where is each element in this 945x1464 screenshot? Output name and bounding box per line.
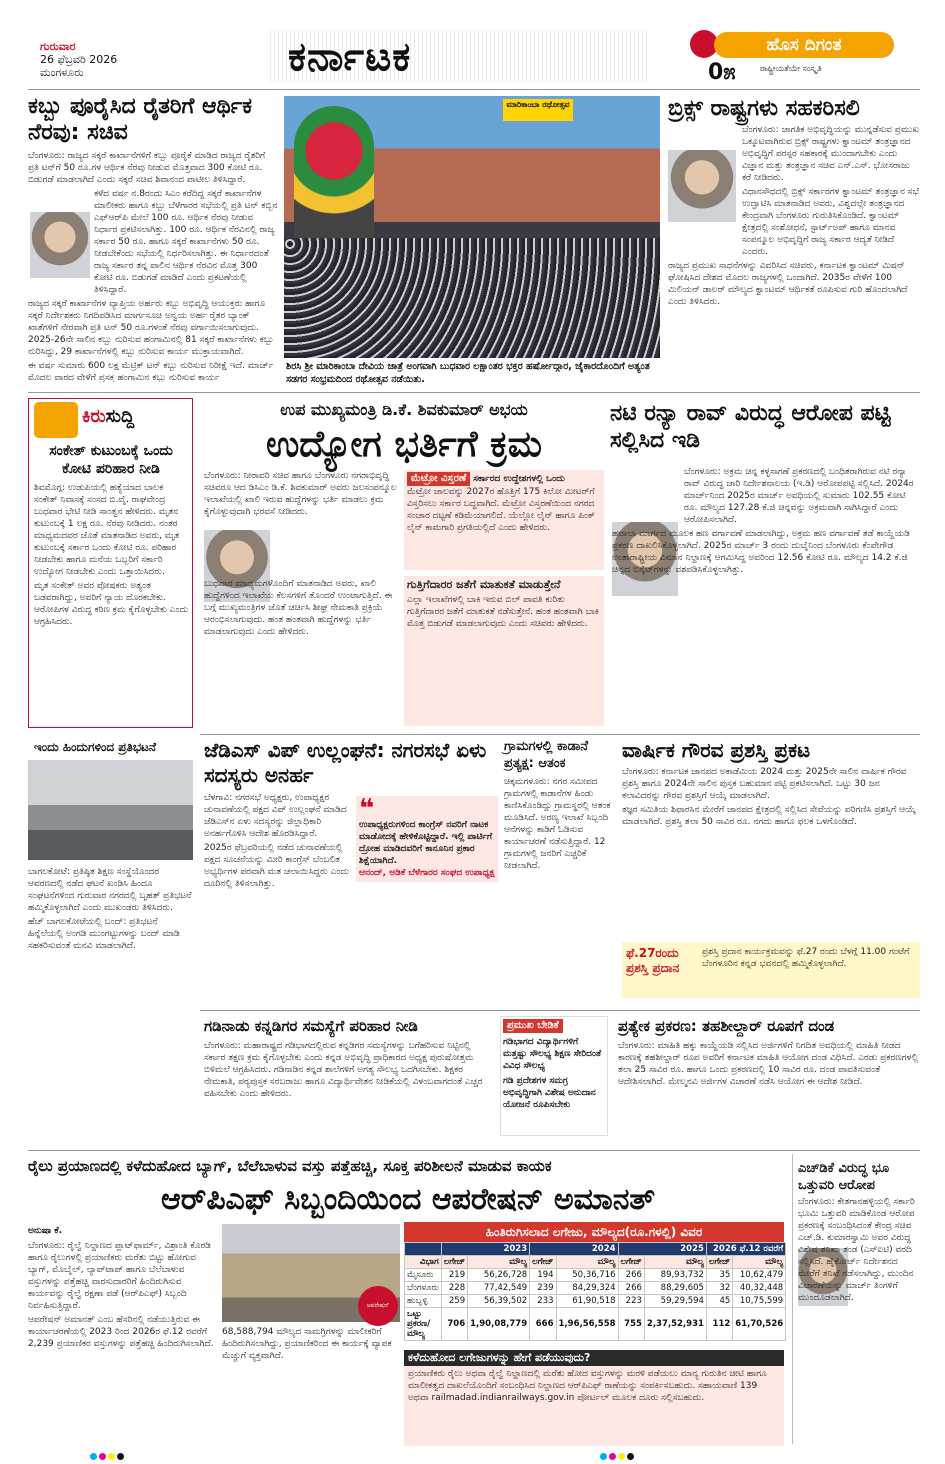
village-body: ಚಿಕ್ಕಮಗಳೂರು: ನಗರ ಸಮೀಪದ ಗ್ರಾಮಗಳಲ್ಲಿ ಕಾಡಾನೆಗಳ ಹಿಂಡು ಕಾಣಿಸಿಕೊಂಡಿದ್ದು ಗ್ರಾಮಸ್ಥರಲ್ಲಿ ಆತಂಕ ಮೂಡಿಸಿದೆ. ಅರಣ್ಯ ಇಲಾಖೆ ಸಿಬ್ಬಂದಿ ಆನೆಗಳನ್ನು ಕಾಡಿಗೆ ಓಡಿಸುವ ಕಾರ್ಯಾಚರಣೆ ನಡೆಸುತ್ತಿದ್ದಾರೆ. 12 ಗ್ರಾಮಗಳಲ್ಲಿ ಜನರಿಗೆ ಎಚ್ಚರಿಕೆ ನೀಡಲಾಗಿದೆ. — [504, 777, 611, 871]
table-cell: 2,37,52,931 — [644, 1308, 706, 1341]
jds-para: 2025ರ ಫೆಬ್ರವರಿಯಲ್ಲಿ ನಡೆದ ಚುನಾವಣೆಯಲ್ಲಿ ಪಕ್ಷದ ಸೂಚನೆಯನ್ನು ಮೀರಿ ಕಾಂಗ್ರೆಸ್ ಬೆಂಬಲಿತ ಅಭ್ಯರ್ಥಿಗಳ ಪರವಾಗಿ ಮತ ಚಲಾಯಿಸಿದ್ದರು ಎಂದು ದೂರಿನಲ್ಲಿ ತಿಳಿಸಲಾಗಿತ್ತು. — [204, 843, 350, 889]
top-rule — [28, 89, 920, 90]
dks-body — [204, 470, 398, 728]
sugar-headline: ಕಬ್ಬು ಪೂರೈಸಿದ ರೈತರಿಗೆ ಆರ್ಥಿಕ ನೆರವು: ಸಚಿವ — [28, 94, 252, 145]
luggage-table — [404, 1242, 786, 1341]
table-cell: 755 — [618, 1308, 644, 1341]
page-number: 0೫ — [708, 60, 736, 85]
table-cell: 45 — [706, 1295, 732, 1308]
table-cell: 1,90,08,779 — [468, 1308, 530, 1341]
table-cell: 259 — [441, 1295, 467, 1308]
sugar-para: ರಾಜ್ಯದ ಸಕ್ಕರೆ ಕಾರ್ಖಾನೆಗಳ ವ್ಯಾಪ್ತಿಯ ಅರ್ಹರು ಕಬ್ಬು ಅಭಿವೃದ್ಧಿ ಆಯುಕ್ತರು ಹಾಗೂ ಸಕ್ಕರೆ ನಿರ್ದೇಶಕರು ನಿಗದಿಪಡಿಸಿದ ಮಾರ್ಗಸೂಚಿ ಅನ್ವಯ ಅರ್ಹ ರೈತರ ಬ್ಯಾಂಕ್ ಖಾತೆಗಳಿಗೆ ನೇರವಾಗಿ ಪ್ರತಿ ಟನ್ 50 ರೂ.ಗಳಂತೆ ನೆರವು ವರ್ಗಾಯಿಸಲಾಗುವುದು. 2025-26ನೇ ಸಾಲಿನ ಕಬ್ಬು ನುರಿಸುವ ಹಂಗಾಮಿನಲ್ಲಿ 81 ಸಕ್ಕರೆ ಕಾರ್ಖಾನೆಗಳು ಕಬ್ಬು ನುರಿಸಿದ್ದು, 29 ಕಾರ್ಖಾನೆಗಳಲ್ಲಿ ಕಬ್ಬು ನುರಿಸುವ ಕಾರ್ಯ ಮುಕ್ತಾಯವಾಗಿದೆ. — [28, 299, 274, 357]
kirusuddi-para: ಶಿವಮೊಗ್ಗ: ಉಡುಪಿಯಲ್ಲಿ ಹತ್ಯೆಯಾದ ಬಾಲಕ ಸಂಕೇತ್ ನಿವಾಸಕ್ಕೆ ಸಂಸದ ಬಿ.ವೈ. ರಾಘವೇಂದ್ರ ಬುಧವಾರ ಭೇಟಿ ನೀಡಿ ಸಾಂತ್ವನ ಹೇಳಿದರು. ಮೃತನ ಕುಟುಂಬಕ್ಕೆ 1 ಲಕ್ಷ ರೂ. ನೆರವು ನೀಡಿದರು. ನಂತರ ಮಾಧ್ಯಮದವರ ಜೊತೆ ಮಾತನಾಡಿದ ಅವರು, ಮೃತ ಕುಟುಂಬಕ್ಕೆ ಸರ್ಕಾರ ಒಂದು ಕೋಟಿ ರೂ. ಪರಿಹಾರ ನೀಡಬೇಕು ಹಾಗೂ ಮನೆಯ ಒಬ್ಬರಿಗೆ ಸರ್ಕಾರಿ ಉದ್ಯೋಗ ನೀಡಬೇಕು ಎಂದು ಒತ್ತಾಯಿಸಿದರು. — [34, 483, 180, 577]
how-to-question: ಕಳೆದುಹೋದ ಲಗೇಜುಗಳನ್ನು ಹೇಗೆ ಪಡೆಯುವುದು? — [404, 1350, 784, 1366]
jds-headline: ಜೆಡಿಎಸ್ ವಿಪ್ ಉಲ್ಲಂಘನೆ: ನಗರಸಭೆ ಏಳು ಸದಸ್ಯರು ಅನರ್ಹ — [204, 738, 487, 787]
rpf-kicker: ರೈಲು ಪ್ರಯಾಣದಲ್ಲಿ ಕಳೆದುಹೋದ ಬ್ಯಾಗ್, ಬೆಲೆಬಾಳುವ ವಸ್ತು ಪತ್ತೆಹಚ್ಚಿ, ಸೂಕ್ತ ಪರಿಶೀಲನೆ ಮಾಡುವ ಕಾಯಕ — [28, 1157, 552, 1175]
table-cell: 50,36,716 — [556, 1269, 618, 1282]
rule — [200, 1010, 920, 1011]
table-cell: ಬೆಂಗಳೂರು — [405, 1282, 442, 1295]
year-cell: 2024 — [530, 1243, 618, 1256]
brics-headline: ಬ್ರಿಕ್ಸ್ ರಾಷ್ಟ್ರಗಳು ಸಹಕರಿಸಲಿ — [668, 96, 860, 121]
hand-icon — [34, 402, 78, 438]
table-cell: 61,70,526 — [733, 1308, 786, 1341]
rpf-para: ಆಪರೇಷನ್ ಅಮಾನತ್ ಎಂಬ ಹೆಸರಿನಲ್ಲಿ ನಡೆಯುತ್ತಿರುವ ಈ ಕಾರ್ಯಾಚರಣೆಯಲ್ಲಿ 2023 ರಿಂದ 2026ರ ಫೆ.12 ರವರೆಗೆ 2,239 ಪ್ರಯಾಣಿಕರ ವಸ್ತುಗಳನ್ನು ಪತ್ತೆಹಚ್ಚಿ ಹಿಂದಿರುಗಿಸಲಾಗಿದೆ. — [28, 1315, 214, 1349]
luggage-table-wrap — [404, 1242, 784, 1341]
rule — [28, 1150, 920, 1151]
kirusuddi-headline: ಸಂಕೇತ್ ಕುಟುಂಬಕ್ಕೆ ಒಂದು ಕೋಟಿ ಪರಿಹಾರ ನೀಡಿ — [49, 443, 173, 477]
demand-1: ಗಡಿಭಾಗದ ವಿದ್ಯಾರ್ಥಿಗಳಿಗೆ ಮತ್ತಷ್ಟು ಸೌಲಭ್ಯ ಶಿಕ್ಷಣ ಸೇರಿದಂತೆ ವಿವಿಧ ಸೌಲಭ್ಯ — [503, 1037, 602, 1071]
subheader-cell: ಲಗೇಜ್ — [706, 1256, 732, 1269]
subheader-row — [405, 1256, 786, 1269]
award-date-body: ಪ್ರಶಸ್ತಿ ಪ್ರದಾನ ಕಾರ್ಯಕ್ರಮವನ್ನು ಫೆ.27 ರಂದು ಬೆಳಗ್ಗೆ 11.00 ಗಂಟೆಗೆ ಬೆಂಗಳೂರಿನ ಕನ್ನಡ ಭವನದಲ್ಲಿ ಹಮ್ಮಿಕೊಳ್ಳಲಾಗಿದೆ. — [702, 947, 910, 969]
award-headline: ವಾರ್ಷಿಕ ಗೌರವ ಪ್ರಶಸ್ತಿ ಪ್ರಕಟ — [622, 738, 811, 762]
kirusuddi-title — [82, 406, 134, 427]
award-para: ಬೆಂಗಳೂರು: ಕರ್ನಾಟಕ ಜಾನಪದ ಅಕಾಡೆಮಿಯ 2024 ಮತ್ತು 2025ನೇ ಸಾಲಿನ ವಾರ್ಷಿಕ ಗೌರವ ಪ್ರಶಸ್ತಿ ಹಾಗೂ 2024ನೇ ಸಾಲಿನ ಪುಸ್ತಕ ಬಹುಮಾನ ಪಟ್ಟಿ ಪ್ರಕಟಿಸಲಾಗಿದೆ. ಒಟ್ಟು 30 ಜನ ಕಲಾವಿದರನ್ನು ಗೌರವ ಪ್ರಶಸ್ತಿಗೆ ಆಯ್ಕೆ ಮಾಡಲಾಗಿದೆ. — [622, 767, 907, 801]
award-date-label: ಫೆ.27ರಂದು ಪ್ರಶಸ್ತಿ ಪ್ರದಾನ — [626, 946, 680, 975]
table-body — [405, 1269, 786, 1341]
print-marks — [90, 1445, 126, 1453]
table-cell: 1,96,56,558 — [556, 1308, 618, 1341]
table-cell: 56,26,728 — [468, 1269, 530, 1282]
hdk-body: ಬೆಂಗಳೂರು: ಕೇತಗಾನಹಳ್ಳಿಯಲ್ಲಿ ಸರ್ಕಾರಿ ಭೂಮಿ ಒತ್ತುವರಿ ಮಾಡಿಕೊಂಡ ಆರೋಪ ಪ್ರಕರಣಕ್ಕೆ ಸಂಬಂಧಿಸಿದಂತೆ ಕೇಂದ್ರ ಸಚಿವ ಎಚ್.ಡಿ. ಕುಮಾರಸ್ವಾಮಿ ಅವರ ವಿರುದ್ಧ ವಿಶೇಷ ತನಿಖಾ ತಂಡ (ಎಸ್‌ಐಟಿ) ವರದಿ ಸಲ್ಲಿಸಿದೆ. ಹೈಕೋರ್ಟ್ ನಿರ್ದೇಶನದ ಮೇರೆಗೆ ತನಿಖೆ ನಡೆಸಲಾಗಿದ್ದು, ಮುಂದಿನ ವಿಚಾರಣೆಯನ್ನು ಮಾರ್ಚ್ ತಿಂಗಳಿಗೆ ಮುಂದೂಡಲಾಗಿದೆ. — [798, 1197, 915, 1303]
brand-tagline: ರಾಷ್ಟ್ರೀಯತೆಯೇ ಸಂಸ್ಕೃತಿ — [760, 64, 822, 73]
kirusuddi-para: ಮೃತ ಸಂಕೇತ್ ಅವರ ಪೋಷಕರು ಅತ್ಯಂತ ಬಡವರಾಗಿದ್ದು, ಅವರಿಗೆ ನ್ಯಾಯ ದೊರಕಬೇಕು. ಆರೋಪಿಗಳ ವಿರುದ್ಧ ಕಠಿಣ ಕ್ರಮ ಕೈಗೊಳ್ಳಬೇಕು ಎಂದು ಆಗ್ರಹಿಸಿದರು. — [34, 581, 189, 627]
table-row — [405, 1295, 786, 1308]
table-row — [405, 1269, 786, 1282]
table-cell: 35 — [706, 1269, 732, 1282]
table-cell: 219 — [441, 1269, 467, 1282]
table-cell: ಹುಬ್ಬಳ್ಳಿ — [405, 1295, 442, 1308]
year-row — [405, 1243, 786, 1256]
rpf-body-2: 68,588,794 ಮೌಲ್ಯದ ಸಾಮಗ್ರಿಗಳನ್ನು ಮಾಲೀಕರಿಗೆ ಹಿಂದಿರುಗಿಸಲಾಗಿದ್ದು, ಪ್ರಯಾಣಿಕರಿಂದ ಈ ಕಾರ್ಯಕ್ಕೆ ವ್ಯಾಪಕ ಮೆಚ್ಚುಗೆ ವ್ಯಕ್ತವಾಗಿದೆ. — [222, 1327, 392, 1361]
dks-para: ಬೆಂಗಳೂರು: ನೀರಾವರಿ ಸಚಿವ ಹಾಗೂ ಬೆಂಗಳೂರು ನಗರಾಭಿವೃದ್ಧಿ ಸಚಿವರೂ ಆದ ಡಿಸಿಎಂ ಡಿ.ಕೆ. ಶಿವಕುಮಾರ್ ಅವರು ಜಲಸಂಪನ್ಮೂಲ ಇಲಾಖೆಯಲ್ಲಿ ಖಾಲಿ ಇರುವ ಹುದ್ದೆಗಳನ್ನು ಭರ್ತಿ ಮಾಡಲು ಕ್ರಮ ಕೈಗೊಳ್ಳುವುದಾಗಿ ಭರವಸೆ ನೀಡಿದರು. — [204, 471, 397, 517]
table-cell: 266 — [618, 1269, 644, 1282]
year-cell: 2023 — [441, 1243, 529, 1256]
contractor-title: ಗುತ್ತಿಗೆದಾರರ ಜತೆಗೆ ಮಾತುಕತೆ ಮಾಡುತ್ತೇನೆ — [407, 578, 561, 591]
award-para: ತಜ್ಞರ ಸಮಿತಿಯ ಶಿಫಾರಸಿನ ಮೇರೆಗೆ ಜಾನಪದ ಕ್ಷೇತ್ರದಲ್ಲಿ ಸಲ್ಲಿಸಿದ ಸೇವೆಯನ್ನು ಪರಿಗಣಿಸಿ ಪ್ರಶಸ್ತಿಗೆ ಆಯ್ಕೆ ಮಾಡಲಾಗಿದೆ. ಪ್ರಶಸ್ತಿ ತಲಾ 50 ಸಾವಿರ ರೂ. ನಗದು ಹಾಗೂ ಫಲಕ ಒಳಗೊಂಡಿದೆ. — [622, 805, 916, 827]
photo-tag: ಮಾರಿಕಾಂಬಾ ರಥೋತ್ಸವ — [503, 99, 573, 121]
metro-title: ಸರ್ಕಾರದ ಉದ್ದೇಶಗಳಲ್ಲಿ ಒಂದು — [473, 474, 565, 484]
table-cell: ಒಟ್ಟು ಪ್ರಕರಣ/ಮೌಲ್ಯ — [405, 1308, 442, 1341]
village-headline: ಗ್ರಾಮಗಳಲ್ಲಿ ಕಾಡಾನೆ ಪ್ರತ್ಯಕ್ಷ: ಆತಂಕ — [504, 739, 589, 771]
table-cell: 84,29,324 — [556, 1282, 618, 1295]
protest-para: ಬಾಗಲಕೋಟೆ: ಪ್ರತಿಷ್ಠಿತ ಶಿಕ್ಷಣ ಸಂಸ್ಥೆಯೊಂದರ ಆವರಣದಲ್ಲಿ ನಡೆದ ಘಟನೆ ಖಂಡಿಸಿ ಹಿಂದೂ ಸಂಘಟನೆಗಳಿಂದ ಗುರುವಾರ ನಗರದಲ್ಲಿ ಬೃಹತ್ ಪ್ರತಿಭಟನೆ ಹಮ್ಮಿಕೊಳ್ಳಲಾಗಿದೆ ಎಂದು ಮುಖಂಡರು ತಿಳಿಸಿದರು. — [28, 867, 192, 913]
subheader-cell: ಮೌಲ್ಯ — [468, 1256, 530, 1269]
protest-para: ಹೆಚ್ ಬಾಗಲಕೋಟೆಯಲ್ಲಿ ಬಂದ್: ಪ್ರತಿಭಟನೆ ಹಿನ್ನೆಲೆಯಲ್ಲಿ ಅಂಗಡಿ ಮುಂಗಟ್ಟುಗಳನ್ನು ಬಂದ್ ಮಾಡಿ ಸಹಕರಿಸುವಂತೆ ಮನವಿ ಮಾಡಲಾಗಿದೆ. — [28, 917, 180, 951]
brics-body — [668, 124, 920, 382]
how-to-body: ಪ್ರಯಾಣಿಕರು ರೈಲು ಅಥವಾ ರೈಲ್ವೆ ನಿಲ್ದಾಣದಲ್ಲಿ ಮರೆತು ಹೋದ ವಸ್ತುಗಳನ್ನು ಮರಳಿ ಪಡೆಯಲು ಮಾನ್ಯ ಗುರುತಿನ ಚೀಟಿ ಹಾಗೂ ಮಾಲೀಕತ್ವದ ದಾಖಲೆಯೊಂದಿಗೆ ಸಂಬಂಧಿಸಿದ ನಿಲ್ದಾಣದ ಆರ್‌ಪಿಎಫ್ ಠಾಣೆಯನ್ನು ಸಂಪರ್ಕಿಸಬಹುದು. ಸಹಾಯವಾಣಿ 139 ಅಥವಾ railmadad.indianrailways.gov.in ಪೋರ್ಟಲ್ ಮೂಲಕ ದೂರು ಸಲ್ಲಿಸಬಹುದು. — [408, 1369, 767, 1403]
masthead-date: 26 ಫೆಬ್ರವರಿ 2026 — [40, 53, 118, 66]
subheader-cell: ಮೌಲ್ಯ — [733, 1256, 786, 1269]
metro-box — [404, 470, 604, 570]
rule — [200, 734, 920, 735]
table-cell: 228 — [441, 1282, 467, 1295]
brics-para: ರಾಜ್ಯದ ಪ್ರಮುಖ ಸಾಧನೆಗಳನ್ನು ವಿವರಿಸಿದ ಸಚಿವರು, ಕರ್ನಾಟಕ ಕ್ವಾಂಟಮ್ ಮಿಷನ್ ಘೋಷಿಸಿದ ದೇಶದ ಮೊದಲ ರಾಜ್ಯಗಳಲ್ಲಿ ಒಂದಾಗಿದೆ. 2035ರ ವೇಳೆಗೆ 100 ಮಿಲಿಯನ್ ಡಾಲರ್ ಮೌಲ್ಯದ ಕ್ವಾಂಟಮ್ ಆರ್ಥಿಕತೆ ರೂಪಿಸುವ ಗುರಿ ಹೊಂದಲಾಗಿದೆ ಎಂದು ತಿಳಿಸಿದರು. — [668, 261, 908, 307]
protest-body — [28, 866, 193, 1140]
chariot-shape — [294, 106, 374, 256]
year-cell: 2025 — [618, 1243, 706, 1256]
section-title-bar — [270, 30, 650, 82]
table-cell: ಮೈಸೂರು — [405, 1269, 442, 1282]
table-cell: 266 — [618, 1282, 644, 1295]
operation-badge: ಆಪರೇಷನ್ — [358, 1286, 398, 1326]
table-cell: 59,29,594 — [644, 1295, 706, 1308]
dks-kicker: ಉಪ ಮುಖ್ಯಮಂತ್ರಿ ಡಿ.ಕೆ. ಶಿವಕುಮಾರ್ ಅಭಯ — [280, 400, 528, 419]
ranya-para: ಹವಾಲಾ ಮಾರ್ಗದ ಮೂಲಕ ಹಣ ವರ್ಗಾವಣೆ ಮಾಡಲಾಗಿದ್ದು, ಅಕ್ರಮ ಹಣ ವರ್ಗಾವಣೆ ತಡೆ ಕಾಯ್ದೆಯಡಿ ಪ್ರಕರಣ ದಾಖಲಿಸಿಕೊಳ್ಳಲಾಗಿದೆ. 2025ರ ಮಾರ್ಚ್ 3 ರಂದು ದುಬೈನಿಂದ ಬೆಂಗಳೂರು ಕೆಂಪೇಗೌಡ ಅಂತಾರಾಷ್ಟ್ರೀಯ ವಿಮಾನ ನಿಲ್ದಾಣಕ್ಕೆ ಆಗಮಿಸಿದ್ದ ಅವರಿಂದ 12.56 ಕೋಟಿ ರೂ. ಮೌಲ್ಯದ 14.2 ಕೆ.ಜಿ ಚಿನ್ನದ ಬಿಸ್ಕೆಟ್‌ಗಳನ್ನು ವಶಪಡಿಸಿಕೊಳ್ಳಲಾಗಿತ್ತು. — [612, 529, 910, 575]
sugar-para: ಬೆಂಗಳೂರು: ರಾಜ್ಯದ ಸಕ್ಕರೆ ಕಾರ್ಖಾನೆಗಳಿಗೆ ಕಬ್ಬು ಪೂರೈಕೆ ಮಾಡಿದ ರಾಜ್ಯದ ರೈತರಿಗೆ ಪ್ರತಿ ಟನ್‌ಗೆ 50 ರೂ.ಗಳ ಆರ್ಥಿಕ ನೆರವು ನೀಡುವ ಮೊತ್ತವಾದ 300 ಕೋಟಿ ರೂ. ಬಿಡುಗಡೆ ಮಾಡಲಾಗಿದೆ ಎಂದು ಸಕ್ಕರೆ ಸಚಿವ ಶಿವಾನಂದ ಪಾಟೀಲ ತಿಳಿಸಿದ್ದಾರೆ. — [28, 151, 266, 185]
masthead-city: ಮಂಗಳೂರು — [40, 66, 84, 79]
table-cell: 666 — [530, 1308, 556, 1341]
jds-para: ಬೆಳಗಾವಿ: ನಗರಸಭೆ ಅಧ್ಯಕ್ಷರು, ಉಪಾಧ್ಯಕ್ಷರ ಚುನಾವಣೆಯಲ್ಲಿ ಪಕ್ಷದ ವಿಪ್ ಉಲ್ಲಂಘನೆ ಮಾಡಿದ ಜೆಡಿಎಸ್‌ನ ಏಳು ಸದಸ್ಯರನ್ನು ಜಿಲ್ಲಾಧಿಕಾರಿ ಅನರ್ಹಗೊಳಿಸಿ ಆದೇಶ ಹೊರಡಿಸಿದ್ದಾರೆ. — [204, 793, 347, 839]
subheader-cell: ಲಗೇಜ್ — [530, 1256, 556, 1269]
table-cell: 10,75,599 — [733, 1295, 786, 1308]
demand-label: ಪ್ರಮುಖ ಬೇಡಿಕೆ — [503, 1019, 563, 1033]
metro-body: ಮೆಟ್ರೋ ಜಾಲವನ್ನು 2027ರ ಹೊತ್ತಿಗೆ 175 ಕಿಲೋ ಮೀಟರ್‌ಗೆ ವಿಸ್ತರಿಸಲು ಸರ್ಕಾರ ಬದ್ಧವಾಗಿದೆ. ಮೆಟ್ರೋ ವಿಸ್ತರಣೆಯಿಂದ ನಗರದ ಸಂಚಾರ ದಟ್ಟಣೆ ಕಡಿಮೆಯಾಗಲಿದೆ. ಯೆಲ್ಲೋ ಲೈನ್ ಹಾಗೂ ಪಿಂಕ್ ಲೈನ್ ಕಾಮಗಾರಿ ಪ್ರಗತಿಯಲ್ಲಿದೆ ಎಂದು ಹೇಳಿದರು. — [407, 487, 595, 533]
tahsildar-body: ಬೆಂಗಳೂರು: ಮಾಹಿತಿ ಹಕ್ಕು ಕಾಯ್ದೆಯಡಿ ಸಲ್ಲಿಸಿದ ಅರ್ಜಿಗಳಿಗೆ ನಿಗದಿತ ಅವಧಿಯಲ್ಲಿ ಮಾಹಿತಿ ನೀಡದ ಕಾರಣಕ್ಕೆ ತಹಶೀಲ್ದಾರ್ ರೂಪ ಅವರಿಗೆ ಕರ್ನಾಟಕ ಮಾಹಿತಿ ಆಯೋಗ ದಂಡ ವಿಧಿಸಿದೆ. ಎರಡು ಪ್ರಕರಣಗಳಲ್ಲಿ ತಲಾ 25 ಸಾವಿರ ರೂ. ಹಾಗೂ ಒಂದು ಪ್ರಕರಣದಲ್ಲಿ 10 ಸಾವಿರ ರೂ. ದಂಡ ಪಾವತಿಸುವಂತೆ ಆದೇಶಿಸಲಾಗಿದೆ. ಮೇಲ್ಮನವಿ ಅರ್ಜಿಗಳ ವಿಚಾರಣೆ ನಡೆಸಿ ಆಯೋಗ ಈ ಆದೇಶ ನೀಡಿದೆ. — [618, 1041, 919, 1087]
contractor-box — [404, 576, 604, 726]
table-cell: 56,39,502 — [468, 1295, 530, 1308]
metro-label: ಮೆಟ್ರೋ ವಿಸ್ತರಣೆ — [407, 472, 470, 486]
tahsildar-headline: ಪ್ರತ್ಯೇಕ ಪ್ರಕರಣ: ತಹಶೀಲ್ದಾರ್ ರೂಪಗೆ ದಂಡ — [618, 1017, 835, 1035]
table-row — [405, 1308, 786, 1341]
masthead-date-block — [40, 40, 160, 79]
table-cell: 706 — [441, 1308, 467, 1341]
rule — [28, 392, 920, 393]
table-cell: 233 — [530, 1295, 556, 1308]
subheader-cell: ಮೌಲ್ಯ — [644, 1256, 706, 1269]
jds-quote: ಉಪಾಧ್ಯಕ್ಷರುಗಳಿಂದ ಕಾಂಗ್ರೆಸ್ ನವರಿಗೆ ನಾಟಕ ಮಾಡೋದಕ್ಕೆ ಹೇಳಿಕೊಟ್ಟಿದ್ದಾರೆ. ಇಲ್ಲಿ ಪಾರ್ಟಿಗೆ ದ್ರೋಹ ಮಾಡಿದವರಿಗೆ ಕಾನೂನಿನ ಪ್ರಕಾರ ಶಿಕ್ಷೆಯಾಗಿದೆ. — [359, 820, 493, 866]
year-cell: 2026 ಫೆ.12 ರವರೆಗೆ — [706, 1243, 785, 1256]
table-cell: 89,93,732 — [644, 1269, 706, 1282]
table-cell: 10,62,479 — [733, 1269, 786, 1282]
dks-para: ಬುಧವಾರ ಮಾಧ್ಯಮಗಳೊಂದಿಗೆ ಮಾತನಾಡಿದ ಅವರು, ಖಾಲಿ ಹುದ್ದೆಗಳಿಂದ ಇಲಾಖೆಯ ಕೆಲಸಗಳಿಗೆ ತೊಂದರೆ ಉಂಟಾಗುತ್ತಿದೆ. ಈ ಬಗ್ಗೆ ಮುಖ್ಯಮಂತ್ರಿಗಳ ಜೊತೆ ಚರ್ಚಿಸಿ ಶೀಘ್ರ ನೇಮಕಾತಿ ಪ್ರಕ್ರಿಯೆ ಆರಂಭಿಸಲಾಗುವುದು. ಹಂತ ಹಂತವಾಗಿ ಹುದ್ದೆಗಳನ್ನು ಭರ್ತಿ ಮಾಡಲಾಗುವುದು ಎಂದು ಹೇಳಿದರು. — [204, 579, 393, 637]
contractor-body: ಎಲ್ಲಾ ಇಲಾಖೆಗಳಲ್ಲಿ ಬಾಕಿ ಇರುವ ಬಿಲ್ ಪಾವತಿ ಕುರಿತು ಗುತ್ತಿಗೆದಾರರ ಜತೆಗೆ ಮಾತುಕತೆ ನಡೆಸುತ್ತೇನೆ. ಹಂತ ಹಂತವಾಗಿ ಬಾಕಿ ಮೊತ್ತ ಬಿಡುಗಡೆ ಮಾಡಲಾಗುವುದು ಎಂದು ಸಚಿವರು ಹೇಳಿದರು. — [407, 595, 599, 629]
table-cell: 194 — [530, 1269, 556, 1282]
brics-para: ವಿಧಾನಸೌಧದಲ್ಲಿ ಬ್ರಿಕ್ಸ್ ಸರ್ಕಾರಗಳ ಕ್ವಾಂಟಮ್ ತಂತ್ರಜ್ಞಾನ ಸಭೆ ಉದ್ಘಾಟಿಸಿ ಮಾತನಾಡಿದ ಅವರು, ವಿಶ್ವದಲ್ಲೇ ತಂತ್ರಜ್ಞಾನದ ಕೇಂದ್ರವಾಗಿ ಬೆಂಗಳೂರು ಗುರುತಿಸಿಕೊಂಡಿದೆ. ಕ್ವಾಂಟಮ್ ಕ್ಷೇತ್ರದಲ್ಲಿ ಸಂಶೋಧನೆ, ಸ್ಟಾರ್ಟ್‌ಅಪ್ ಹಾಗೂ ಮಾನವ ಸಂಪನ್ಮೂಲ ಅಭಿವೃದ್ಧಿಗೆ ರಾಜ್ಯ ಸರ್ಕಾರ ಆದ್ಯತೆ ನೀಡಿದೆ ಎಂದರು. — [742, 187, 919, 257]
quote-icon: ❝ — [359, 796, 375, 824]
demand-2: ಗಡಿ ಪ್ರದೇಶಗಳ ಸಮಗ್ರ ಅಭಿವೃದ್ಧಿಗಾಗಿ ವಿಶೇಷ ಅನುದಾನ ಯೋಜನೆ ರೂಪಿಸಬೇಕು — [503, 1076, 596, 1110]
hdk-headline: ಎಚ್‌ಡಿಕೆ ವಿರುದ್ಧ ಭೂ ಒತ್ತುವರಿ ಆರೋಪ — [798, 1161, 890, 1193]
table-cell: 32 — [706, 1282, 732, 1295]
gadinadu-headline: ಗಡಿನಾಡು ಕನ್ನಡಿಗರ ಸಮಸ್ಯೆಗೆ ಪರಿಹಾರ ನೀಡಿ — [204, 1017, 418, 1035]
jds-quote-box — [356, 796, 498, 882]
crowd-shape — [284, 238, 660, 358]
jds-body — [204, 792, 354, 1006]
year-cell-empty — [405, 1243, 442, 1256]
sugar-para: ಕಳೆದ ವರ್ಷ ನ.8ರಂದು ಸಿಎಂ ಕರೆದಿದ್ದ ಸಕ್ಕರೆ ಕಾರ್ಖಾನೆಗಳ ಮಾಲೀಕರು ಹಾಗೂ ಕಬ್ಬು ಬೆಳೆಗಾರರ ಸಭೆಯಲ್ಲಿ ಪ್ರತಿ ಟನ್ ಕಬ್ಬಿನ ಎಫ್‌ಆರ್‌ಪಿ ಮೇಲೆ 100 ರೂ. ಆರ್ಥಿಕ ನೆರವು ನೀಡುವ ನಿರ್ಧಾರ ಪ್ರಕಟಿಸಲಾಗಿತ್ತು. 100 ರೂ. ಆರ್ಥಿಕ ನೆರವಿನಲ್ಲಿ ರಾಜ್ಯ ಸರ್ಕಾರ 50 ರೂ. ಹಾಗೂ ಸಕ್ಕರೆ ಕಾರ್ಖಾನೆಗಳು 50 ರೂ. ನೀಡಬೇಕೆಂದು ಸಭೆಯಲ್ಲಿ ನಿರ್ಧರಿಸಲಾಗಿತ್ತು. ಈ ನಿರ್ಧಾರದಂತೆ ರಾಜ್ಯ ಸರ್ಕಾರ ತನ್ನ ಪಾಲಿನ ಆರ್ಥಿಕ ನೆರವಿನ ಮೊತ್ತ 300 ಕೋಟಿ ರೂ. ಬಿಡುಗಡೆ ಮಾಡಿದೆ ಎಂದು ಪ್ರಕಟಣೆಯಲ್ಲಿ ತಿಳಿಸಿದ್ದಾರೆ. — [94, 189, 278, 295]
subheader-cell: ಲಗೇಜ್ — [441, 1256, 467, 1269]
award-body — [622, 766, 920, 938]
ranya-para: ಬೆಂಗಳೂರು: ಅಕ್ರಮ ಚಿನ್ನ ಕಳ್ಳಸಾಗಣೆ ಪ್ರಕರಣದಲ್ಲಿ ಬಂಧಿತರಾಗಿರುವ ನಟಿ ರನ್ಯಾ ರಾವ್ ವಿರುದ್ಧ ಜಾರಿ ನಿರ್ದೇಶನಾಲಯ (ಇ.ಡಿ) ಆರೋಪಪಟ್ಟಿ ಸಲ್ಲಿಸಿದೆ. 2024ರ ಮಾರ್ಚ್‌ನಿಂದ 2025ರ ಮಾರ್ಚ್ ಅವಧಿಯಲ್ಲಿ ಸುಮಾರು 102.55 ಕೋಟಿ ರೂ. ಮೌಲ್ಯದ 127.28 ಕೆ.ಜಿ ಚಿನ್ನವನ್ನು ಅಕ್ರಮವಾಗಿ ಸಾಗಿಸಿದ್ದಾರೆ ಎಂದು ಆರೋಪಿಸಲಾಗಿದೆ. — [684, 467, 914, 525]
protest-headline: ಇಂದು ಹಿಂದುಗಳಿಂದ ಪ್ರತಿಭಟನೆ — [34, 740, 157, 754]
luggage-table-title: ಹಿಂತಿರುಗಿಸಲಾದ ಲಗೇಜು, ಮೌಲ್ಯದ(ರೂ.ಗಳಲ್ಲಿ) ವಿವರ — [404, 1222, 784, 1242]
brand-name: ಹೊಸ ದಿಗಂತ — [714, 32, 894, 58]
table-cell: 40,32,448 — [733, 1282, 786, 1295]
table-cell: 88,29,605 — [644, 1282, 706, 1295]
dks-headline: ಉದ್ಯೋಗ ಭರ್ತಿಗೆ ಕ್ರಮ — [265, 424, 543, 465]
section-title: ಕರ್ನಾಟಕ — [288, 34, 412, 80]
kirusuddi-title-b: ಸುದ್ದಿ — [105, 406, 135, 427]
subheader-cell: ಮೌಲ್ಯ — [556, 1256, 618, 1269]
sugar-para: ಈ ವರ್ಷ ಸುಮಾರು 600 ಲಕ್ಷ ಮೆಟ್ರಿಕ್ ಟನ್ ಕಬ್ಬು ನುರಿಸುವ ನಿರೀಕ್ಷೆ ಇದೆ. ಮಾರ್ಚ್ ಮೊದಲ ವಾರದ ವೇಳೆಗೆ ಪ್ರಸಕ್ತ ಹಂಗಾಮಿನ ಕಬ್ಬು ನುರಿಸುವ ಕಾರ್ಯ — [28, 361, 274, 382]
demand-box — [500, 1016, 608, 1136]
print-marks — [600, 1445, 636, 1453]
sugar-body — [28, 150, 278, 382]
subheader-cell: ಲಗೇಜ್ — [618, 1256, 644, 1269]
photo-caption: ಶಿರಸಿ ಶ್ರೀ ಮಾರಿಕಾಂಬಾ ದೇವಿಯ ಜಾತ್ರೆ ಅಂಗವಾಗಿ ಬುಧವಾರ ಲಕ್ಷಾಂತರ ಭಕ್ತರ ಹರ್ಷೋದ್ಗಾರ, ಜೈಕಾರದೊಂದಿಗೆ ಅತ್ಯಂತ ಸಡಗರ ಸಂಭ್ರಮದಿಂದ ರಥೋತ್ಸವ ನಡೆಯಿತು. — [286, 361, 650, 385]
table-cell: 61,90,518 — [556, 1295, 618, 1308]
table-cell: 223 — [618, 1295, 644, 1308]
kirusuddi-body — [34, 482, 189, 722]
ranya-body — [612, 466, 920, 728]
award-date-box — [622, 942, 920, 998]
rpf-headline: ಆರ್‌ಪಿಎಫ್ ಸಿಬ್ಬಂದಿಯಿಂದ ಆಪರೇಷನ್ ಅಮಾನತ್ — [160, 1182, 656, 1217]
ranya-headline: ನಟಿ ರನ್ಯಾ ರಾವ್ ವಿರುದ್ಧ ಆರೋಪ ಪಟ್ಟಿ ಸಲ್ಲಿಸಿದ ಇಡಿ — [610, 401, 891, 453]
table-cell: 112 — [706, 1308, 732, 1341]
masthead-day: ಗುರುವಾರ — [40, 40, 76, 53]
how-to-box — [404, 1350, 784, 1446]
jds-quote-by: ಆನಂದ್, ಅಡಿಕೆ ಬೆಳೆಗಾರರ ಸಂಘದ ಉಪಾಧ್ಯಕ್ಷ — [359, 868, 495, 878]
rpf-body — [28, 1240, 218, 1440]
subheader-cell: ವಿಭಾಗ — [405, 1256, 442, 1269]
table-cell: 239 — [530, 1282, 556, 1295]
rathotsava-photo — [284, 96, 660, 358]
kirusuddi-title-a: ಕಿರು — [82, 406, 106, 427]
table-row — [405, 1282, 786, 1295]
rpf-para: ಬೆಂಗಳೂರು: ರೈಲ್ವೆ ನಿಲ್ದಾಣದ ಪ್ಲಾಟ್‌ಫಾರ್ಮ್, ವಿಶ್ರಾಂತಿ ಕೊಠಡಿ ಹಾಗೂ ರೈಲುಗಳಲ್ಲಿ ಪ್ರಯಾಣಿಕರು ಮರೆತು ಬಿಟ್ಟು ಹೋಗುವ ಬ್ಯಾಗ್, ಮೊಬೈಲ್, ಲ್ಯಾಪ್‌ಟಾಪ್ ಹಾಗೂ ಬೆಲೆಬಾಳುವ ವಸ್ತುಗಳನ್ನು ಪತ್ತೆಹಚ್ಚಿ ವಾರಸುದಾರರಿಗೆ ಹಿಂದಿರುಗಿಸುವ ಕಾರ್ಯವನ್ನು ರೈಲ್ವೆ ರಕ್ಷಣಾ ಪಡೆ (ಆರ್‌ಪಿಎಫ್) ಸಿಬ್ಬಂದಿ ನಿರ್ವಹಿಸುತ್ತಿದ್ದಾರೆ. — [28, 1241, 211, 1311]
brics-para: ಬೆಂಗಳೂರು: ಜಾಗತಿಕ ಅಭಿವೃದ್ಧಿಯನ್ನು ಮುನ್ನಡೆಸುವ ಪ್ರಮುಖ ಒಕ್ಕೂಟವಾಗಿರುವ ಬ್ರಿಕ್ಸ್ ರಾಷ್ಟ್ರಗಳು ಕ್ವಾಂಟಮ್ ತಂತ್ರಜ್ಞಾನದ ಅಭಿವೃದ್ಧಿಗೆ ಪರಸ್ಪರ ಸಹಕಾರಕ್ಕೆ ಮುಂದಾಗಬೇಕು ಎಂದು ವಿಜ್ಞಾನ ಮತ್ತು ತಂತ್ರಜ್ಞಾನ ಸಚಿವ ಎನ್.ಎಸ್. ಭೋಸರಾಜು ಕರೆ ನೀಡಿದರು. — [742, 125, 919, 183]
newspaper-logo — [690, 30, 900, 88]
gadinadu-body: ಬೆಂಗಳೂರು: ಮಹಾರಾಷ್ಟ್ರದ ಗಡಿಭಾಗದಲ್ಲಿರುವ ಕನ್ನಡಿಗರ ಸಮಸ್ಯೆಗಳನ್ನು ಬಗೆಹರಿಸುವ ನಿಟ್ಟಿನಲ್ಲಿ ಸರ್ಕಾರ ತಕ್ಷಣ ಕ್ರಮ ಕೈಗೊಳ್ಳಬೇಕು ಎಂದು ಕನ್ನಡ ಅಭಿವೃದ್ಧಿ ಪ್ರಾಧಿಕಾರದ ಅಧ್ಯಕ್ಷ ಪುರುಷೋತ್ತಮ ಬಿಳಿಮಲೆ ಆಗ್ರಹಿಸಿದರು. ಗಡಿನಾಡಿನ ಕನ್ನಡ ಶಾಲೆಗಳಿಗೆ ಅಗತ್ಯ ಸೌಲಭ್ಯ ಒದಗಿಸಬೇಕು. ಶಿಕ್ಷಕರ ನೇಮಕಾತಿ, ಪಠ್ಯಪುಸ್ತಕ ಸರಬರಾಜು ಹಾಗೂ ವಿದ್ಯಾರ್ಥಿವೇತನ ನೀಡಿಕೆಯಲ್ಲಿ ವಿಳಂಬವಾಗದಂತೆ ಎಚ್ಚರ ವಹಿಸಬೇಕು ಎಂದು ಹೇಳಿದರು. — [204, 1041, 483, 1099]
street-photo — [28, 760, 193, 860]
table-cell: 77,42,549 — [468, 1282, 530, 1295]
rpf-byline: ಅನುಷಾ ಕೆ. — [28, 1226, 63, 1236]
